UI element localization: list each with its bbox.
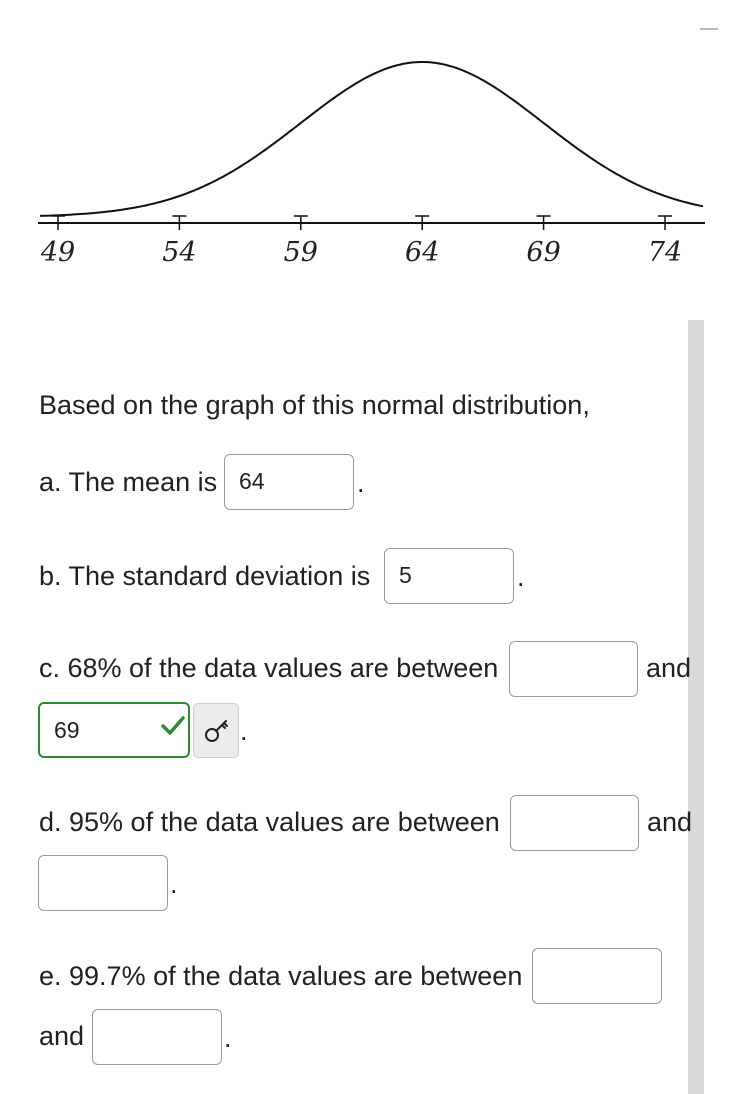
c-lower-input[interactable] bbox=[509, 641, 638, 697]
question-c-text: c. 68% of the data values are between bbox=[39, 653, 499, 683]
question-a-text: a. The mean is bbox=[39, 467, 218, 497]
and-text: and bbox=[39, 1021, 85, 1051]
and-text: and bbox=[647, 807, 693, 837]
period: . bbox=[517, 562, 525, 592]
checkmark-icon bbox=[160, 713, 186, 739]
d-upper-input[interactable] bbox=[38, 855, 168, 911]
period: . bbox=[357, 468, 365, 498]
top-right-mark bbox=[700, 28, 718, 30]
standard-deviation-input[interactable] bbox=[384, 548, 514, 604]
mean-input[interactable] bbox=[224, 454, 354, 510]
axis-tick-label: 74 bbox=[647, 237, 683, 268]
question-e-text: e. 99.7% of the data values are between bbox=[39, 961, 523, 991]
c-upper-input-value: 69 bbox=[54, 717, 80, 743]
normal-distribution-graph bbox=[0, 0, 738, 290]
question-b-text: b. The standard deviation is bbox=[39, 561, 371, 591]
d-lower-input[interactable] bbox=[510, 795, 639, 851]
period: . bbox=[170, 869, 178, 899]
axis-tick-label: 54 bbox=[162, 237, 197, 268]
scrollbar[interactable] bbox=[688, 320, 704, 1094]
axis-tick-label: 49 bbox=[40, 237, 76, 268]
mean-input-value: 64 bbox=[239, 468, 265, 494]
normal-curve bbox=[40, 62, 703, 216]
e-upper-input[interactable] bbox=[92, 1009, 222, 1065]
question-d-text: d. 95% of the data values are between bbox=[39, 807, 500, 837]
e-lower-input[interactable] bbox=[532, 948, 662, 1004]
key-button[interactable] bbox=[193, 703, 239, 758]
period: . bbox=[240, 716, 248, 746]
intro-text: Based on the graph of this normal distribution, bbox=[39, 390, 590, 420]
key-icon bbox=[202, 716, 232, 746]
period: . bbox=[224, 1023, 232, 1053]
axis-tick-label: 64 bbox=[405, 237, 440, 268]
number-line-axis bbox=[38, 216, 705, 268]
axis-tick-label: 69 bbox=[526, 237, 561, 268]
c-upper-input[interactable] bbox=[38, 702, 190, 758]
axis-tick-label: 59 bbox=[283, 237, 318, 268]
and-text: and bbox=[646, 653, 692, 683]
standard-deviation-input-value: 5 bbox=[399, 562, 412, 588]
